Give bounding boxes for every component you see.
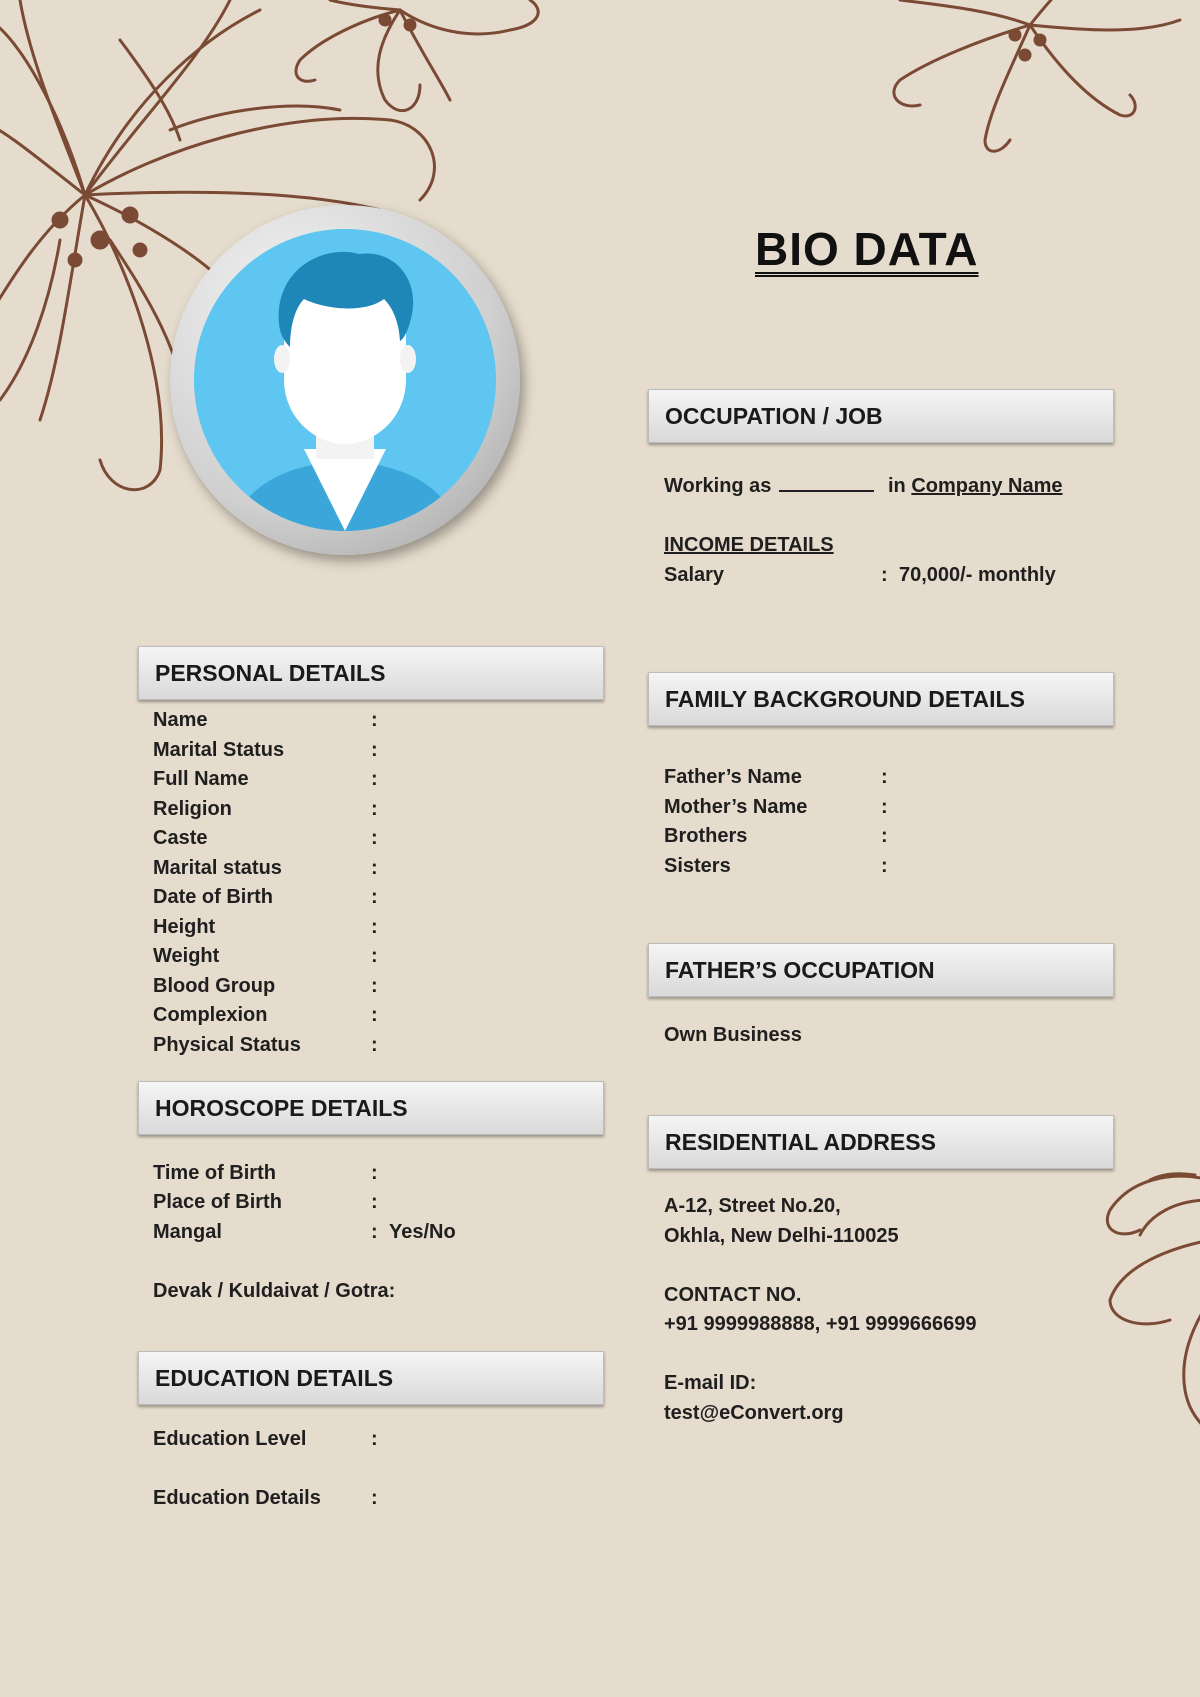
field-label: Mother’s Name <box>664 796 808 818</box>
flower-top-right <box>894 0 1180 151</box>
address-heading: RESIDENTIAL ADDRESS <box>665 1129 936 1155</box>
salary-label: Salary <box>664 564 725 586</box>
income-heading: INCOME DETAILS <box>664 534 834 556</box>
salary-value: 70,000/- monthly <box>899 564 1056 586</box>
contact-numbers: +91 9999988888, +91 9999666699 <box>664 1313 977 1335</box>
email-heading: E-mail ID: <box>664 1372 757 1394</box>
field-colon: : <box>371 1191 378 1213</box>
education-heading: EDUCATION DETAILS <box>155 1365 394 1391</box>
field-label: Mangal <box>153 1221 222 1243</box>
field-colon: : <box>371 1428 378 1450</box>
father-occupation-section-header <box>648 943 1114 997</box>
field-label: Education Level <box>153 1428 307 1450</box>
field-label: Physical Status <box>153 1034 301 1056</box>
field-colon: : <box>881 825 888 847</box>
field-label: Place of Birth <box>153 1191 282 1213</box>
family-section-header <box>648 672 1114 726</box>
field-colon: : <box>371 945 378 967</box>
field-label: Father’s Name <box>664 766 802 788</box>
field-label: Name <box>153 709 208 731</box>
job-blank <box>779 490 874 492</box>
field-label: Complexion <box>153 1004 268 1026</box>
field-colon: : <box>371 916 378 938</box>
field-label: Blood Group <box>153 975 276 997</box>
field-colon: : <box>371 827 378 849</box>
personal-section-header <box>138 646 604 700</box>
field-colon: : <box>371 1221 378 1243</box>
field-label: Religion <box>153 798 232 820</box>
field-colon: : <box>371 857 378 879</box>
field-colon: : <box>371 709 378 731</box>
field-colon: : <box>371 1034 378 1056</box>
mangal-value: Yes/No <box>389 1221 456 1243</box>
company-name: Company Name <box>911 475 1063 497</box>
father-occupation-value: Own Business <box>664 1024 802 1046</box>
father-occupation-heading: FATHER’S OCCUPATION <box>665 957 935 983</box>
address-line-2: Okhla, New Delhi-110025 <box>664 1225 899 1247</box>
working-as-label: Working as <box>664 475 772 497</box>
field-label: Full Name <box>153 768 249 790</box>
field-colon: : <box>371 1487 378 1509</box>
occupation-heading: OCCUPATION / JOB <box>665 403 883 429</box>
field-colon: : <box>371 1004 378 1026</box>
field-colon: : <box>881 855 888 877</box>
field-label: Education Details <box>153 1487 321 1509</box>
email-value: test@eConvert.org <box>664 1402 844 1424</box>
page-title: BIO DATA <box>755 223 979 275</box>
field-colon: : <box>371 739 378 761</box>
person-avatar-icon <box>194 229 496 531</box>
profile-photo-frame <box>170 205 520 555</box>
field-colon: : <box>371 975 378 997</box>
field-colon: : <box>371 798 378 820</box>
field-label: Brothers <box>664 825 748 847</box>
field-label: Sisters <box>664 855 731 877</box>
salary-colon: : <box>881 564 888 586</box>
field-colon: : <box>881 796 888 818</box>
occupation-section-header <box>648 389 1114 443</box>
personal-heading: PERSONAL DETAILS <box>155 660 386 686</box>
field-label: Date of Birth <box>153 886 273 908</box>
field-label: Marital Status <box>153 739 285 761</box>
family-heading: FAMILY BACKGROUND DETAILS <box>665 686 1025 712</box>
field-colon: : <box>371 886 378 908</box>
field-label: Caste <box>153 827 208 849</box>
field-colon: : <box>371 1162 378 1184</box>
working-as-line <box>664 475 1063 498</box>
flower-top-center <box>296 0 538 111</box>
field-colon: : <box>371 768 378 790</box>
education-section-header <box>138 1351 604 1405</box>
address-section-header <box>648 1115 1114 1169</box>
contact-heading: CONTACT NO. <box>664 1284 802 1306</box>
field-label: Weight <box>153 945 220 967</box>
field-label: Marital status <box>153 857 282 879</box>
horoscope-section-header <box>138 1081 604 1135</box>
field-colon: : <box>881 766 888 788</box>
field-label: Height <box>153 916 216 938</box>
profile-photo <box>194 229 496 531</box>
flower-right <box>1107 1174 1200 1440</box>
in-label: in <box>888 475 906 497</box>
gotra-label: Devak / Kuldaivat / Gotra: <box>153 1280 396 1302</box>
field-label: Time of Birth <box>153 1162 276 1184</box>
address-line-1: A-12, Street No.20, <box>664 1195 841 1217</box>
horoscope-heading: HOROSCOPE DETAILS <box>155 1095 408 1121</box>
